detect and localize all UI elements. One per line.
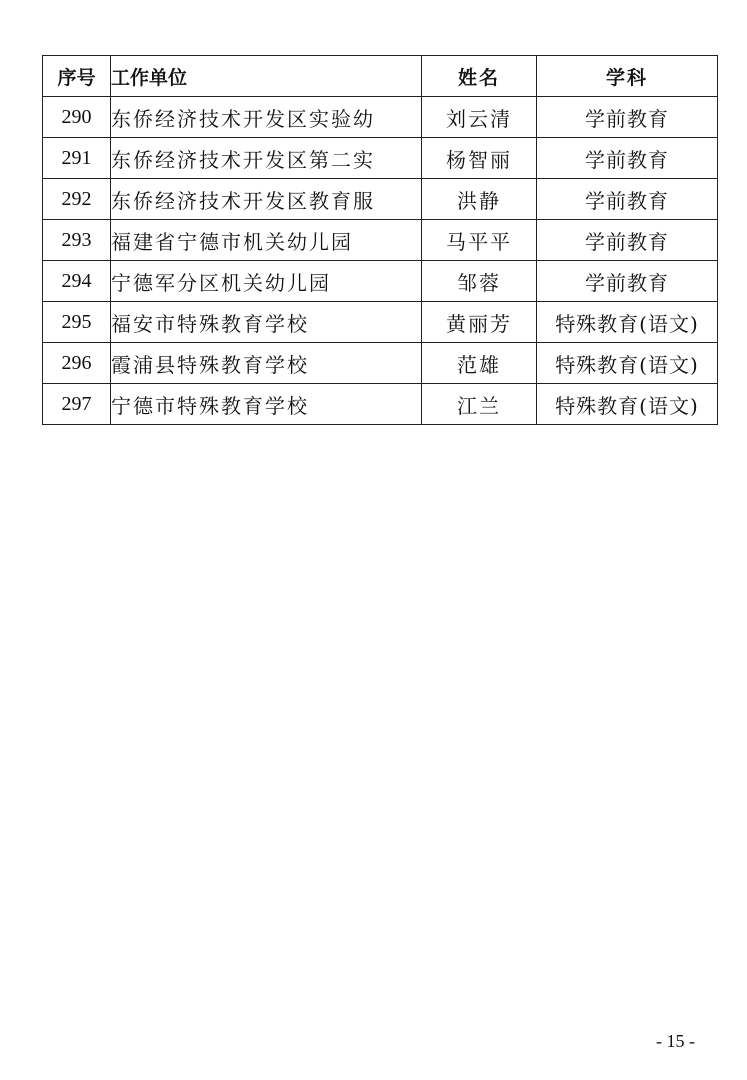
roster-table	[42, 55, 718, 425]
cell-no: 295	[43, 302, 111, 343]
cell-name: 邹蓉	[422, 261, 537, 302]
table-row	[43, 138, 718, 179]
cell-subject: 学前教育	[537, 220, 718, 261]
header-no: 序号	[43, 56, 111, 97]
cell-unit: 福安市特殊教育学校	[111, 302, 422, 343]
cell-no: 297	[43, 384, 111, 425]
cell-subject: 特殊教育(语文)	[537, 302, 718, 343]
cell-name: 黄丽芳	[422, 302, 537, 343]
cell-name: 范雄	[422, 343, 537, 384]
cell-subject: 特殊教育(语文)	[537, 343, 718, 384]
cell-unit: 东侨经济技术开发区实验幼	[111, 97, 422, 138]
cell-name: 马平平	[422, 220, 537, 261]
table-row	[43, 384, 718, 425]
cell-name: 杨智丽	[422, 138, 537, 179]
table-row	[43, 179, 718, 220]
cell-subject: 特殊教育(语文)	[537, 384, 718, 425]
page-number: - 15 -	[656, 1031, 695, 1051]
cell-no: 294	[43, 261, 111, 302]
cell-no: 293	[43, 220, 111, 261]
cell-subject: 学前教育	[537, 97, 718, 138]
cell-no: 296	[43, 343, 111, 384]
cell-unit: 霞浦县特殊教育学校	[111, 343, 422, 384]
cell-unit: 东侨经济技术开发区教育服	[111, 179, 422, 220]
cell-no: 291	[43, 138, 111, 179]
header-subject: 学科	[537, 56, 718, 97]
cell-subject: 学前教育	[537, 179, 718, 220]
table-row	[43, 220, 718, 261]
cell-name: 刘云清	[422, 97, 537, 138]
cell-name: 洪静	[422, 179, 537, 220]
table-row	[43, 302, 718, 343]
cell-unit: 宁德军分区机关幼儿园	[111, 261, 422, 302]
cell-no: 292	[43, 179, 111, 220]
cell-unit: 东侨经济技术开发区第二实	[111, 138, 422, 179]
table-row	[43, 97, 718, 138]
table-row	[43, 343, 718, 384]
cell-name: 江兰	[422, 384, 537, 425]
cell-subject: 学前教育	[537, 261, 718, 302]
header-unit: 工作单位	[111, 56, 422, 97]
table-row	[43, 261, 718, 302]
header-name: 姓名	[422, 56, 537, 97]
cell-no: 290	[43, 97, 111, 138]
cell-unit: 福建省宁德市机关幼儿园	[111, 220, 422, 261]
cell-unit: 宁德市特殊教育学校	[111, 384, 422, 425]
cell-subject: 学前教育	[537, 138, 718, 179]
table-header-row	[43, 56, 718, 97]
